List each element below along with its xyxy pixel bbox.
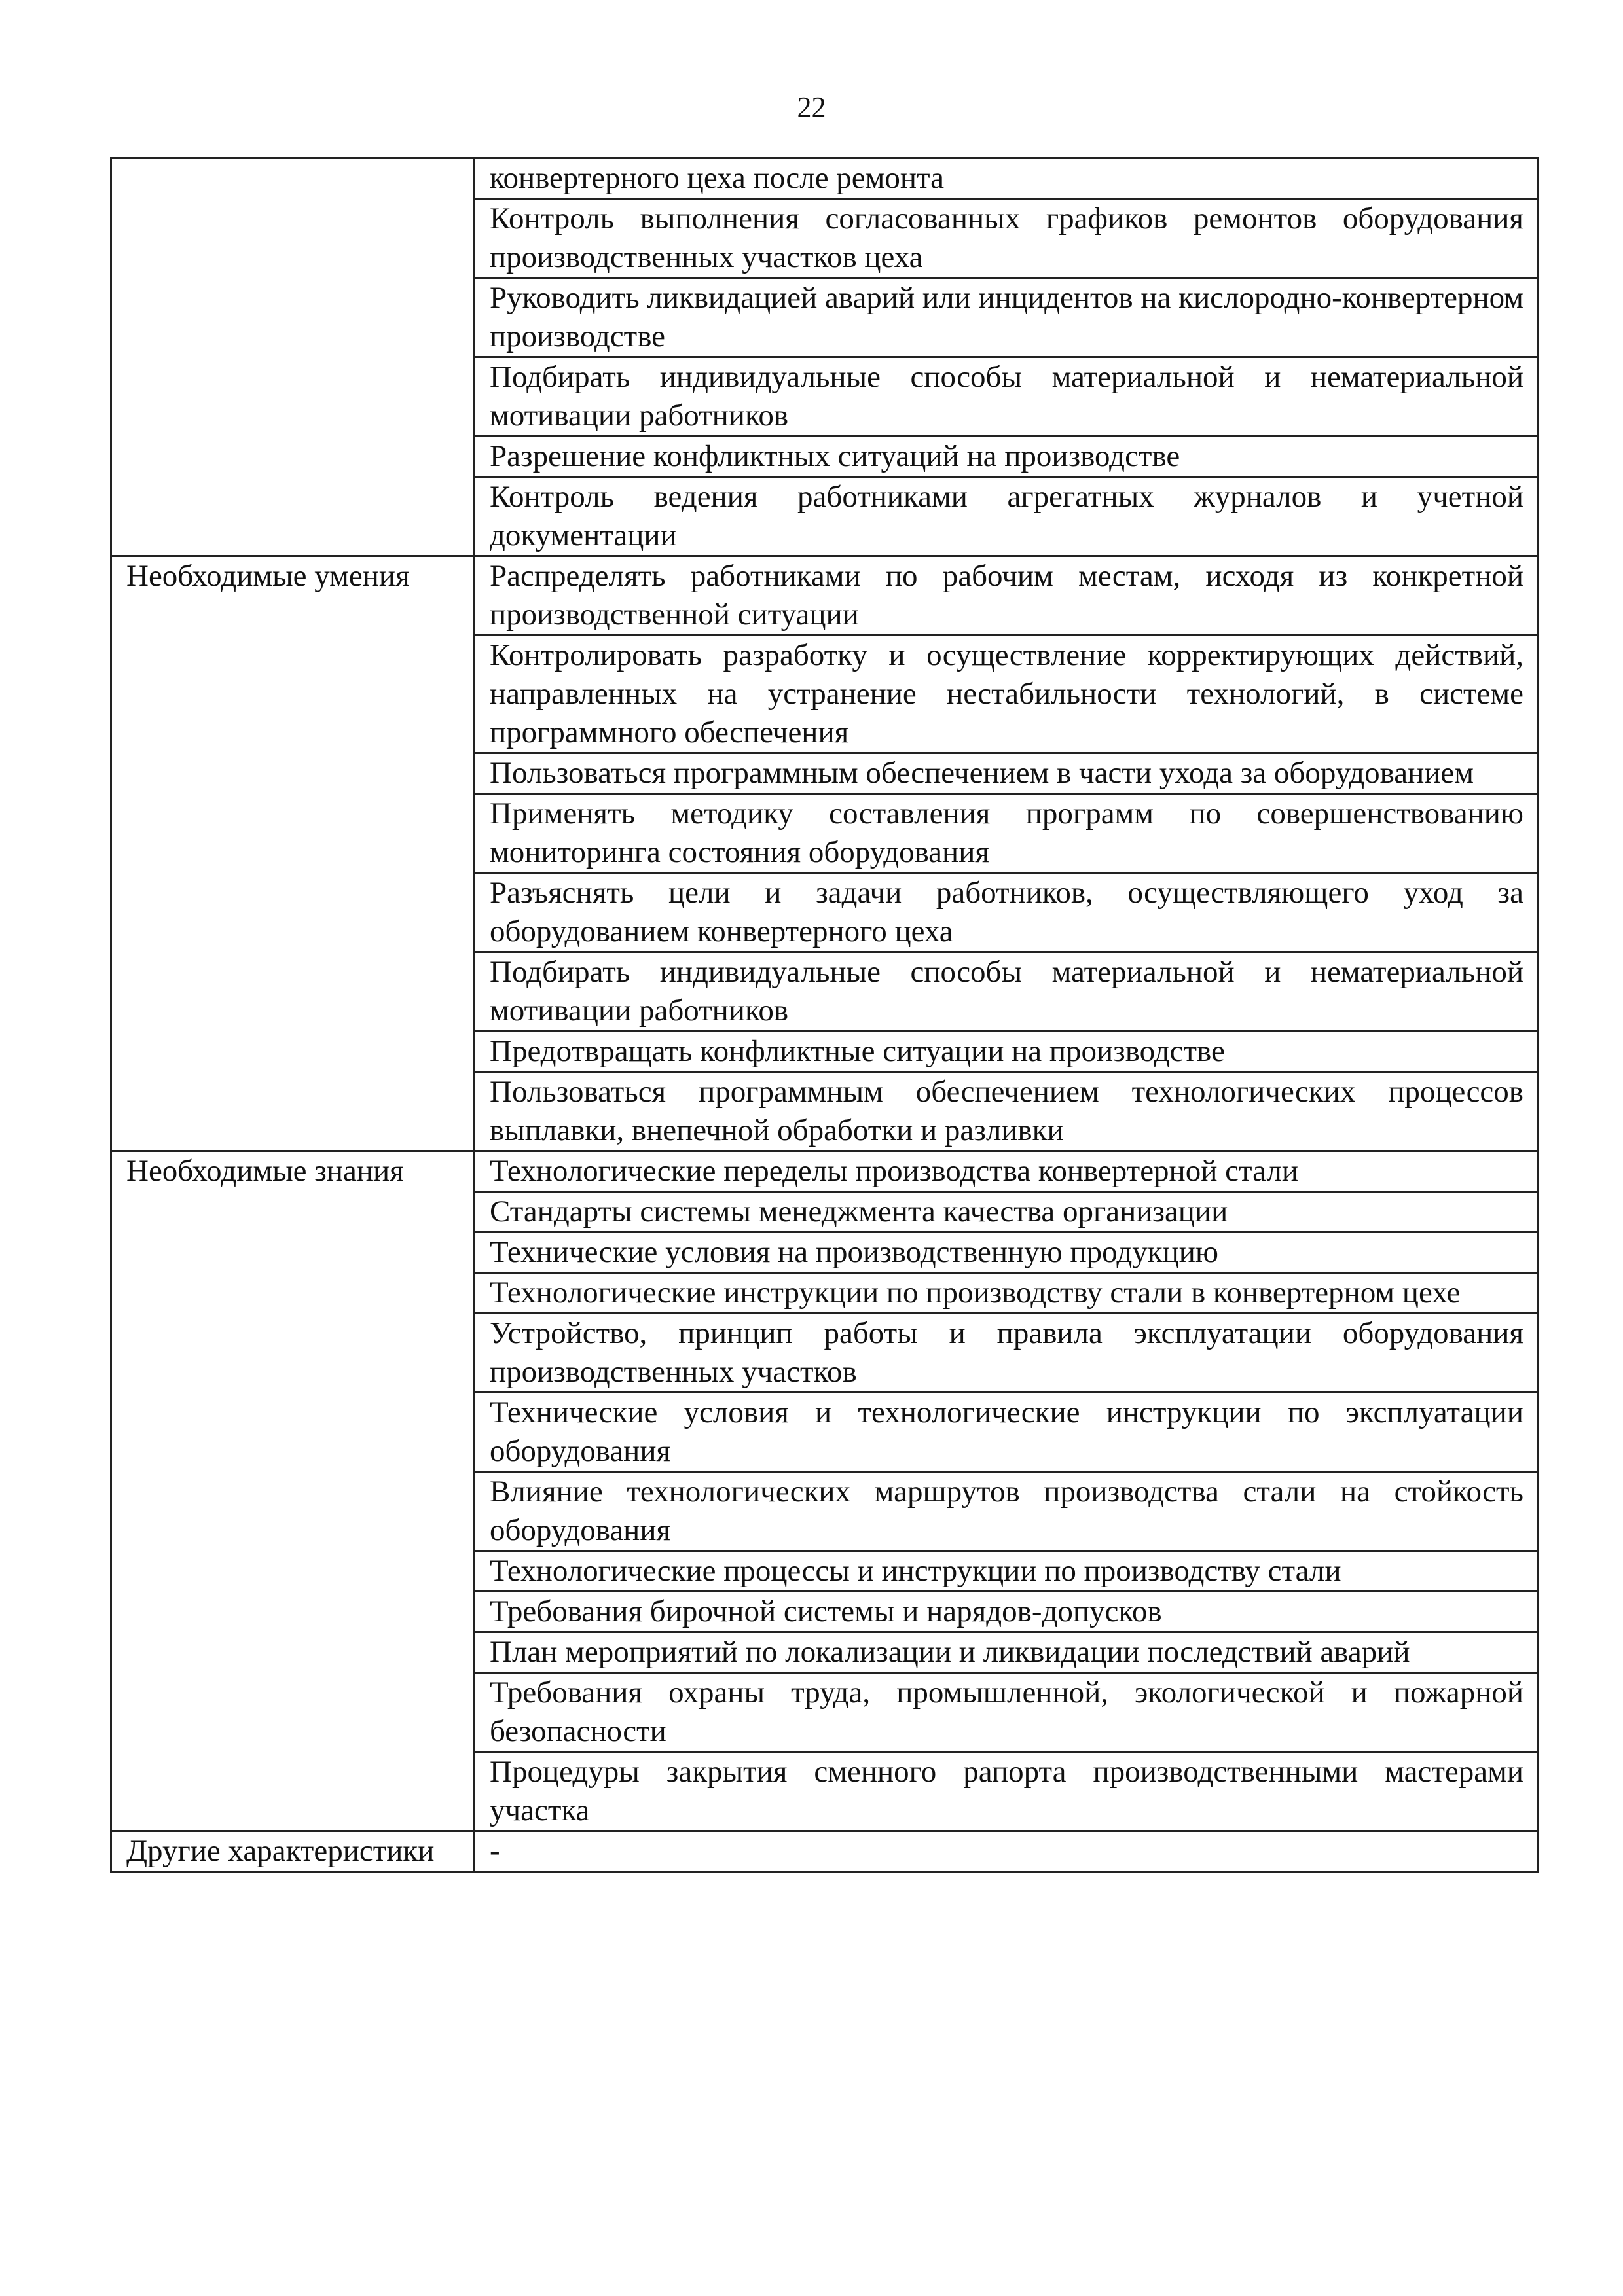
table-row	[111, 158, 1538, 199]
section-item: Контролировать разработку и осуществление корректирующих действий, направленных на устранение нестабильности технологий, в системе программного обеспечения	[475, 636, 1538, 753]
section-label: Другие характеристики	[111, 1831, 475, 1872]
section-item: Распределять работниками по рабочим местам, исходя из конкретной производственной ситуации	[475, 556, 1538, 636]
section-item: Пользоваться программным обеспечением в части ухода за оборудованием	[475, 753, 1538, 794]
section-item: Контроль выполнения согласованных графиков ремонтов оборудования производственных участков цеха	[475, 199, 1538, 278]
qualification-table-body	[111, 158, 1538, 1872]
section-item: Процедуры закрытия сменного рапорта производственными мастерами участка	[475, 1752, 1538, 1831]
section-label: Необходимые умения	[111, 556, 475, 1151]
table-row	[111, 556, 1538, 636]
section-item: Технологические переделы производства конвертерной стали	[475, 1151, 1538, 1192]
section-item: Стандарты системы менеджмента качества организации	[475, 1192, 1538, 1232]
section-item: конвертерного цеха после ремонта	[475, 158, 1538, 199]
section-item: Технические условия и технологические инструкции по эксплуатации оборудования	[475, 1393, 1538, 1472]
table-row	[111, 1831, 1538, 1872]
page-number: 22	[797, 91, 826, 123]
section-item: Устройство, принцип работы и правила эксплуатации оборудования производственных участков	[475, 1314, 1538, 1393]
section-item: Технологические инструкции по производству стали в конвертерном цехе	[475, 1273, 1538, 1314]
section-item: Технические условия на производственную продукцию	[475, 1232, 1538, 1273]
section-item: -	[475, 1831, 1538, 1872]
section-item: Контроль ведения работниками агрегатных журналов и учетной документации	[475, 477, 1538, 556]
section-item: Подбирать индивидуальные способы материальной и нематериальной мотивации работников	[475, 952, 1538, 1031]
section-item: Разъяснять цели и задачи работников, осуществляющего уход за оборудованием конвертерного цеха	[475, 873, 1538, 952]
section-item: Руководить ликвидацией аварий или инцидентов на кислородно-конвертерном производстве	[475, 278, 1538, 357]
qualification-table	[110, 157, 1539, 1873]
section-item: Пользоваться программным обеспечением технологических процессов выплавки, внепечной обработки и разливки	[475, 1072, 1538, 1151]
section-item: Применять методику составления программ по совершенствованию мониторинга состояния оборудования	[475, 794, 1538, 873]
section-label: Необходимые знания	[111, 1151, 475, 1831]
section-item: Предотвращать конфликтные ситуации на производстве	[475, 1031, 1538, 1072]
section-item: Требования бирочной системы и нарядов-допусков	[475, 1592, 1538, 1632]
section-item: План мероприятий по локализации и ликвидации последствий аварий	[475, 1632, 1538, 1673]
section-item: Подбирать индивидуальные способы материальной и нематериальной мотивации работников	[475, 357, 1538, 437]
section-item: Требования охраны труда, промышленной, экологической и пожарной безопасности	[475, 1673, 1538, 1752]
section-item: Влияние технологических маршрутов производства стали на стойкость оборудования	[475, 1472, 1538, 1551]
section-item: Разрешение конфликтных ситуаций на производстве	[475, 437, 1538, 477]
section-label	[111, 158, 475, 556]
table-row	[111, 1151, 1538, 1192]
section-item: Технологические процессы и инструкции по производству стали	[475, 1551, 1538, 1592]
